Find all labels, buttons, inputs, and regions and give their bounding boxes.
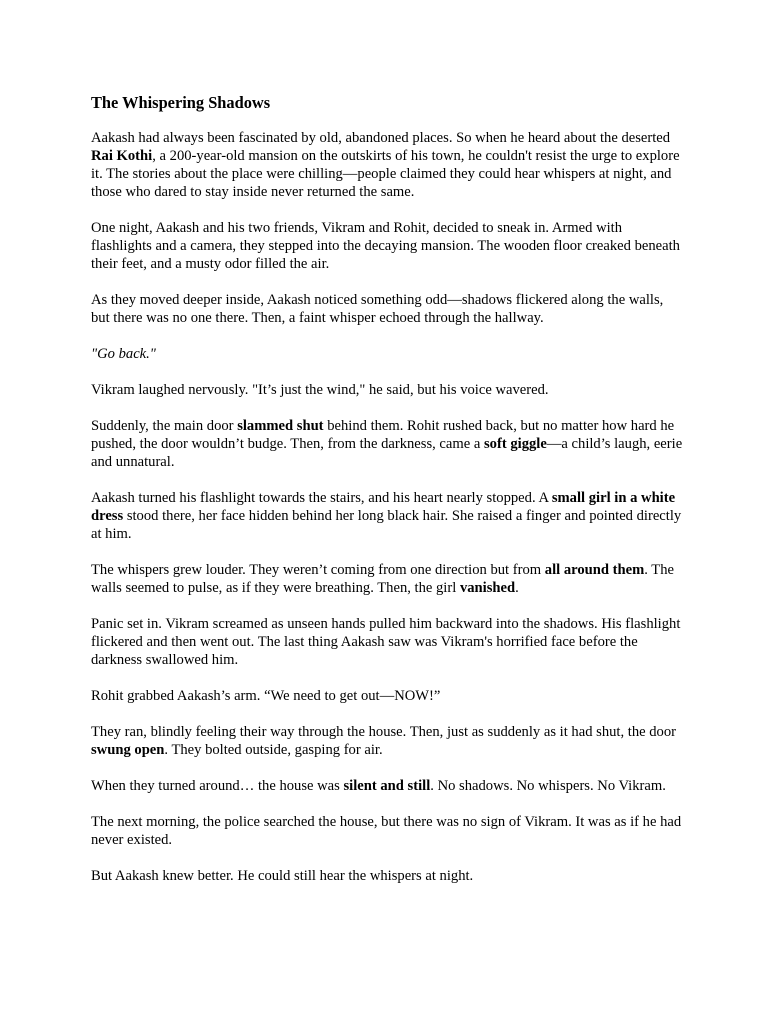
bold-text: all around them [544, 562, 645, 578]
text-run: —a child’s laugh, eerie and unnatural. [91, 436, 683, 470]
bold-text: small girl in a white dress [91, 490, 676, 524]
paragraph [91, 345, 683, 363]
text-run: Aakash had always been fascinated by old, abandoned places. So when he heard about the deserted [91, 130, 671, 146]
bold-text: Rai Kothi [91, 148, 153, 164]
text-run: They ran, blindly feeling their way through the house. Then, just as suddenly as it had shut, the door [91, 724, 676, 740]
paragraph [91, 291, 683, 327]
text-run: But Aakash knew better. He could still hear the whispers at night. [91, 868, 474, 884]
text-run: "Go back." [91, 346, 156, 362]
paragraph [91, 615, 683, 669]
paragraph [91, 777, 683, 795]
text-run: When they turned around… the house was [91, 778, 344, 794]
text-run: behind them. Rohit rushed back, but no matter how hard he pushed, the door wouldn’t budge. Then, from the darkness, came a [91, 418, 675, 452]
bold-text: soft giggle [484, 436, 547, 452]
text-run: Aakash turned his flashlight towards the stairs, and his heart nearly stopped. A [91, 490, 552, 506]
paragraph [91, 129, 683, 201]
text-run: . No shadows. No whispers. No Vikram. [430, 778, 666, 794]
text-run: . [515, 580, 519, 596]
bold-text: swung open [91, 742, 165, 758]
text-run: The whispers grew louder. They weren’t coming from one direction but from [91, 562, 545, 578]
bold-text: vanished [459, 580, 516, 596]
bold-text: silent and still [343, 778, 431, 794]
paragraph [91, 561, 683, 597]
paragraph [91, 381, 683, 399]
text-run: , a 200-year-old mansion on the outskirts of his town, he couldn't resist the urge to explore it. The stories about the place were chilling—people claimed they could hear whispers at night, and those who dared to stay inside never returned the same. [91, 148, 680, 200]
text-run: . The walls seemed to pulse, as if they were breathing. Then, the girl [91, 562, 674, 596]
paragraph [91, 867, 683, 885]
bold-text: slammed shut [237, 418, 324, 434]
text-run: As they moved deeper inside, Aakash noticed something odd—shadows flickered along the walls, but there was no one there. Then, a faint whisper echoed through the hallway. [91, 292, 664, 326]
text-run: Vikram laughed nervously. "It’s just the wind," he said, but his voice wavered. [91, 382, 549, 398]
paragraph [91, 687, 683, 705]
paragraph [91, 813, 683, 849]
document-body [91, 129, 683, 885]
document-page [91, 93, 683, 903]
text-run: Suddenly, the main door [91, 418, 238, 434]
paragraph [91, 417, 683, 471]
text-run: The next morning, the police searched the house, but there was no sign of Vikram. It was as if he had never existed. [91, 814, 682, 848]
document-title: The Whispering Shadows [91, 93, 271, 112]
text-run: Rohit grabbed Aakash’s arm. “We need to get out—NOW!” [91, 688, 441, 704]
paragraph [91, 489, 683, 543]
text-run: stood there, her face hidden behind her long black hair. She raised a finger and pointed directly at him. [91, 508, 682, 542]
text-run: One night, Aakash and his two friends, Vikram and Rohit, decided to sneak in. Armed with flashlights and a camera, they stepped into the decaying mansion. The wooden floor creaked beneath their feet, and a musty odor filled the air. [91, 220, 680, 272]
paragraph [91, 219, 683, 273]
text-run: . They bolted outside, gasping for air. [164, 742, 383, 758]
text-run: Panic set in. Vikram screamed as unseen hands pulled him backward into the shadows. His flashlight flickered and then went out. The last thing Aakash saw was Vikram's horrified face before the darkness swallowed him. [91, 616, 681, 668]
paragraph [91, 723, 683, 759]
